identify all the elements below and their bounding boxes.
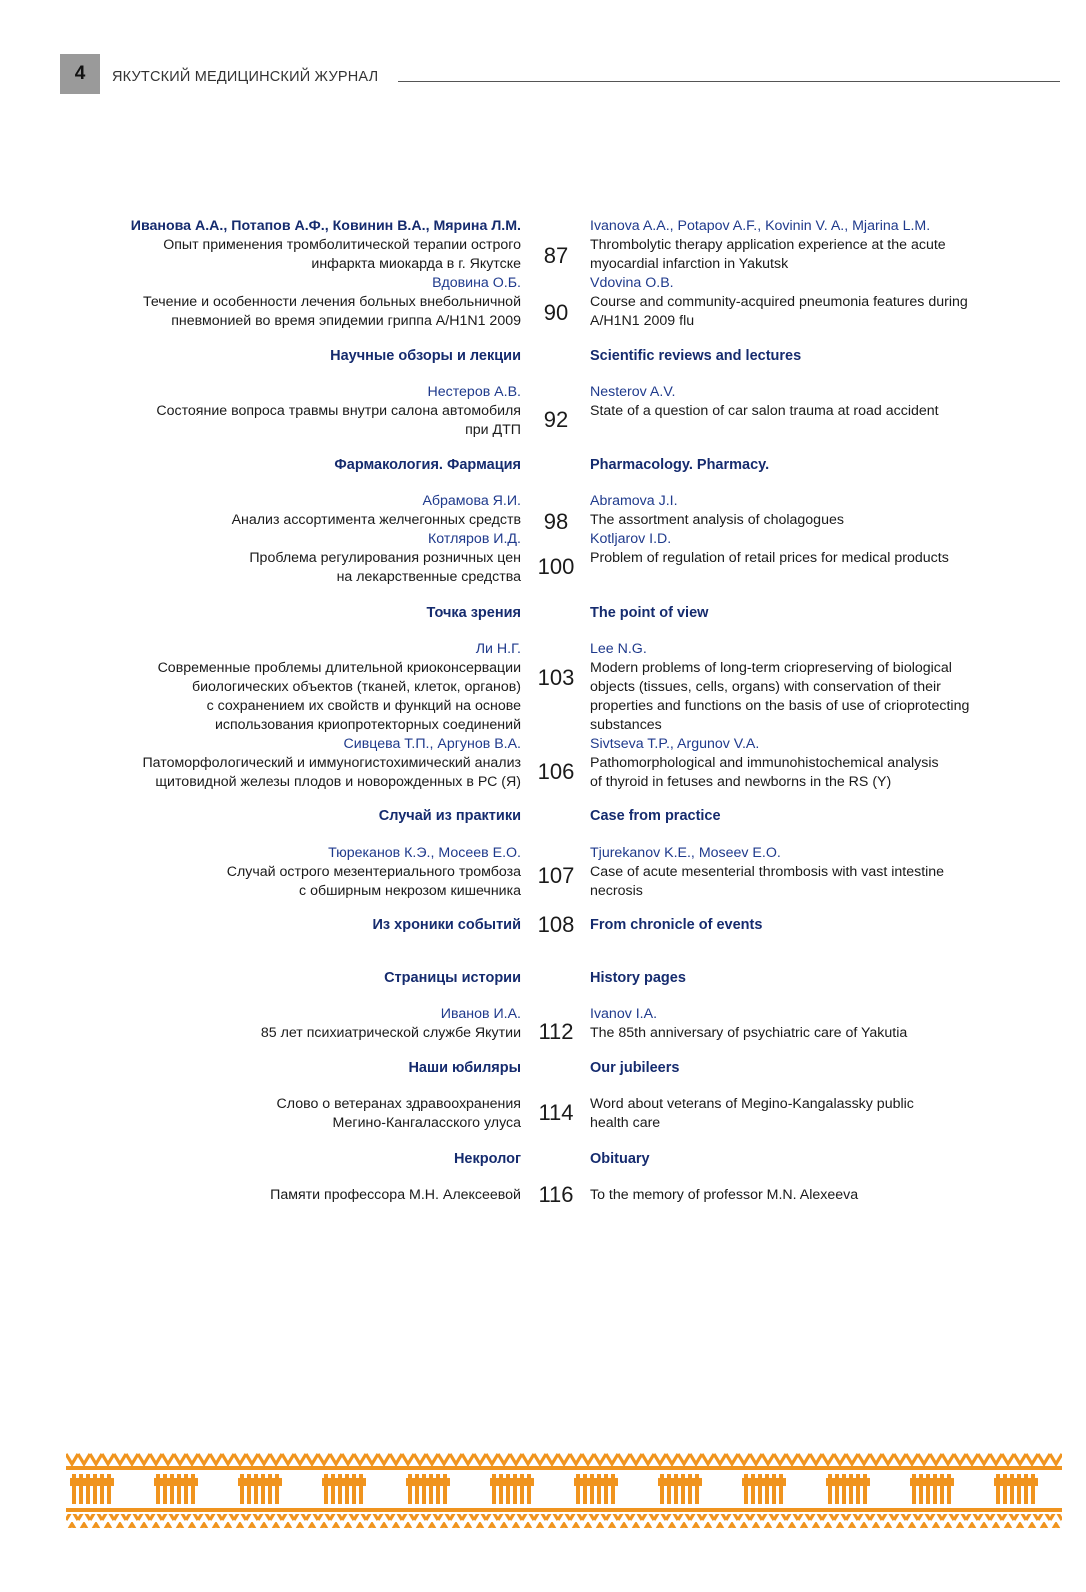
journal-title: ЯКУТСКИЙ МЕДИЦИНСКИЙ ЖУРНАЛ	[112, 69, 379, 85]
en-title-line: health care	[590, 1115, 661, 1131]
ru-authors: Иванов И.А.	[440, 1006, 521, 1022]
en-section-title: Our jubileers	[590, 1060, 680, 1076]
en-authors: Nesterov A.V.	[590, 384, 676, 400]
en-title-line: objects (tissues, cells, organs) with conservation of their	[590, 679, 941, 695]
ru-column	[61, 383, 521, 440]
en-authors: Kotljarov I.D.	[590, 531, 672, 547]
ru-section-title: Точка зрения	[426, 605, 521, 621]
ru-section-title: Научные обзоры и лекции	[330, 348, 521, 364]
page-ref: 106	[537, 759, 575, 784]
en-column	[590, 383, 1020, 421]
en-title-line: Pathomorphological and immunohistochemical analysis	[590, 755, 939, 771]
en-authors: Lee N.G.	[590, 641, 647, 657]
ru-column	[61, 1005, 521, 1043]
ru-authors: Тюреканов К.Э., Мосеев Е.О.	[328, 845, 521, 861]
page-ref: 90	[543, 300, 569, 325]
page-ref: 103	[537, 665, 575, 690]
en-authors: Vdovina O.B.	[590, 275, 674, 291]
ru-column	[61, 492, 521, 530]
page-ref: 87	[543, 243, 569, 268]
ru-column	[61, 640, 521, 735]
ru-title-line: Слово о ветеранах здравоохранения	[276, 1096, 521, 1112]
ornament-border	[66, 1452, 1062, 1530]
en-title-line: A/H1N1 2009 flu	[590, 313, 695, 329]
ru-title-line: 85 лет психиатрической службе Якутии	[260, 1025, 521, 1041]
ru-title-line: на лекарственные средства	[336, 569, 521, 585]
ru-section-title: Из хроники событий	[372, 917, 521, 933]
header-rule	[398, 81, 1060, 82]
en-column	[590, 844, 1020, 901]
ru-authors: Вдовина О.Б.	[432, 275, 521, 291]
en-column	[590, 217, 1020, 274]
ru-authors: Нестеров А.В.	[427, 384, 521, 400]
ru-column	[61, 530, 521, 587]
ru-section-title: Наши юбиляры	[408, 1060, 521, 1076]
ru-authors: Ли Н.Г.	[475, 641, 521, 657]
ru-section-title: Некролог	[453, 1151, 521, 1167]
ru-title-line: Мегино-Кангаласского улуса	[332, 1115, 521, 1131]
en-column	[590, 1005, 1020, 1043]
ru-column	[61, 1095, 521, 1133]
ru-title-line: пневмонией во время эпидемии гриппа А/H1N1 2009	[171, 313, 521, 329]
en-column	[590, 640, 1020, 735]
en-authors: Sivtseva T.P., Argunov V.A.	[590, 736, 760, 752]
en-title-line: myocardial infarction in Yakutsk	[590, 256, 789, 272]
ru-section-title: Случай из практики	[378, 808, 521, 824]
comb-row	[66, 1474, 1062, 1504]
en-section-title: Obituary	[590, 1151, 650, 1167]
en-column	[590, 274, 1020, 331]
en-section-title: The point of view	[590, 605, 709, 621]
en-title-line: Case of acute mesenterial thrombosis with vast intestine	[590, 864, 945, 880]
page-ref: 98	[543, 509, 569, 534]
en-title-line: Course and community-acquired pneumonia features during	[590, 294, 968, 310]
ru-column	[61, 217, 521, 274]
top-zigzag	[66, 1452, 1062, 1466]
ru-authors: Иванова А.А., Потапов А.Ф., Ковинин В.А., Мярина Л.М.	[130, 218, 521, 234]
ru-title-line: Анализ ассортимента желчегонных средств	[231, 512, 521, 528]
ru-title-line: Патоморфологический и иммуногистохимический анализ	[142, 755, 521, 771]
ru-authors: Котляров И.Д.	[428, 531, 521, 547]
ru-column	[61, 844, 521, 901]
en-title-line: To the memory of professor M.N. Alexeeva	[590, 1187, 859, 1203]
en-title-line: substances	[590, 717, 662, 733]
page-ref: 114	[538, 1100, 574, 1125]
page-ref: 107	[537, 863, 575, 888]
en-section-title: Pharmacology. Pharmacy.	[590, 457, 770, 473]
en-authors: Ivanov I.A.	[590, 1006, 658, 1022]
ru-authors: Абрамова Я.И.	[422, 493, 521, 509]
bottom-zigzag	[66, 1514, 1062, 1528]
ru-column	[61, 735, 521, 792]
ru-title-line: использования криопротекторных соединений	[214, 717, 521, 733]
bottom-band	[66, 1508, 1062, 1512]
page-ref: 92	[543, 407, 569, 432]
page-ref: 108	[537, 912, 575, 937]
en-title-line: The assortment analysis of cholagogues	[590, 512, 844, 528]
ru-title-line: Опыт применения тромболитической терапии острого	[163, 237, 521, 253]
en-title-line: Thrombolytic therapy application experience at the acute	[590, 237, 946, 253]
en-column	[590, 492, 1020, 530]
en-section-title: History pages	[590, 970, 686, 986]
ru-title-line: Случай острого мезентериального тромбоза	[226, 864, 521, 880]
ru-title-line: с обширным некрозом кишечника	[299, 883, 521, 899]
en-column	[590, 530, 1020, 568]
ru-title-line: Современные проблемы длительной криоконсервации	[157, 660, 521, 676]
en-title-line: Word about veterans of Megino-Kangalassky public	[590, 1096, 914, 1112]
en-authors: Tjurekanov K.E., Moseev E.O.	[590, 845, 781, 861]
en-section-title: Case from practice	[590, 808, 721, 824]
ru-title-line: щитовидной железы плодов и новорожденных в РС (Я)	[155, 774, 521, 790]
en-authors: Abramova J.I.	[590, 493, 678, 509]
ru-authors: Сивцева Т.П., Аргунов В.А.	[343, 736, 521, 752]
page-number: 4	[60, 54, 100, 94]
en-title-line: of thyroid in fetuses and newborns in the RS (Y)	[590, 774, 892, 790]
page-ref: 112	[538, 1019, 574, 1044]
en-section-title: Scientific reviews and lectures	[590, 348, 802, 364]
ru-title-line: с сохранением их свойств и функций на основе	[206, 698, 521, 714]
ru-title-line: Течение и особенности лечения больных внебольничной	[142, 294, 521, 310]
ru-column	[61, 274, 521, 331]
en-title-line: The 85th anniversary of psychiatric care of Yakutia	[590, 1025, 908, 1041]
en-column	[590, 735, 1020, 792]
ru-title-line: Памяти профессора М.Н. Алексеевой	[270, 1187, 521, 1203]
ru-title-line: биологических объектов (тканей, клеток, органов)	[191, 679, 521, 695]
ru-title-line: Проблема регулирования розничных цен	[249, 550, 521, 566]
en-column	[590, 1186, 1020, 1205]
en-title-line: State of a question of car salon trauma at road accident	[590, 403, 939, 419]
page-ref: 116	[538, 1182, 574, 1207]
top-band	[66, 1466, 1062, 1470]
en-title-line: properties and functions on the basis of use of crioprotecting	[590, 698, 970, 714]
en-column	[590, 1095, 1020, 1133]
en-title-line: Problem of regulation of retail prices for medical products	[590, 550, 949, 566]
en-section-title: From chronicle of events	[590, 917, 763, 933]
ru-title-line: при ДТП	[465, 422, 521, 438]
ru-section-title: Страницы истории	[384, 970, 521, 986]
ru-title-line: Состояние вопроса травмы внутри салона автомобиля	[156, 403, 521, 419]
en-authors: Ivanova A.A., Potapov A.F., Kovinin V. A., Mjarina L.M.	[590, 218, 931, 234]
ru-section-title: Фармакология. Фармация	[334, 457, 521, 473]
page-ref: 100	[537, 554, 575, 579]
en-title-line: Modern problems of long-term criopreserving of biological	[590, 660, 952, 676]
page-header	[60, 54, 1060, 94]
en-title-line: necrosis	[590, 883, 643, 899]
ru-title-line: инфаркта миокарда в г. Якутске	[311, 256, 521, 272]
ru-column	[61, 1186, 521, 1205]
